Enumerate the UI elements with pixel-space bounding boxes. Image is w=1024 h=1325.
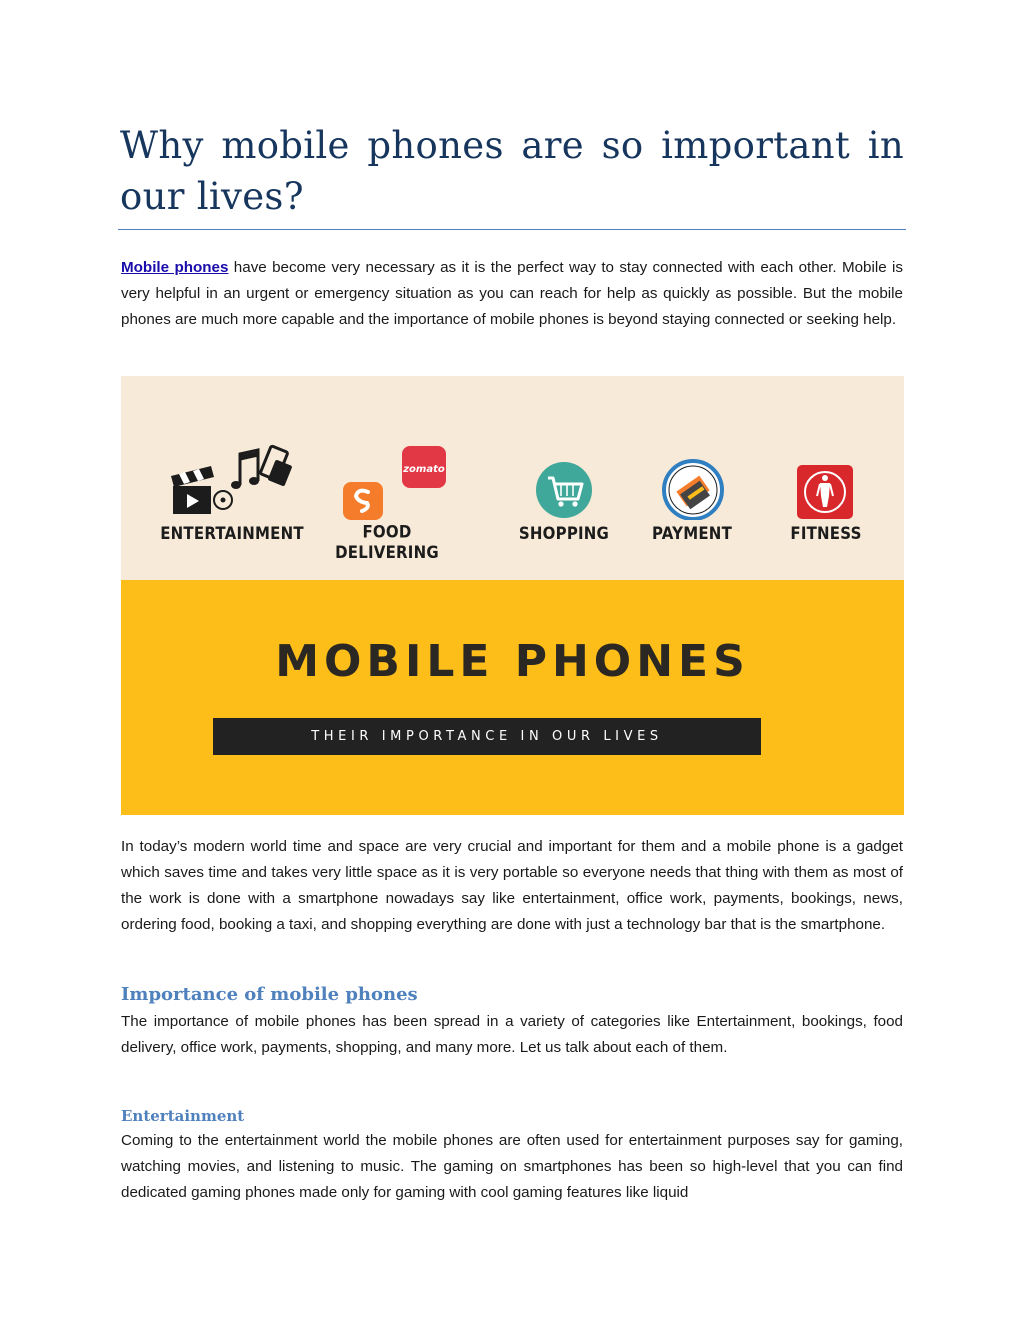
category-label: ENTERTAINMENT — [160, 522, 304, 544]
clapperboard-music-icon — [157, 436, 307, 520]
category-label: FOOD DELIVERING — [335, 521, 439, 563]
section-paragraph: The importance of mobile phones has been spread in a variety of categories like Entertainment, bookings, food delivery, office work, payments, shopping, and many more. Let us talk about each of them. — [121, 1013, 903, 1056]
subsection-paragraph: Coming to the entertainment world the mobile phones are often used for entertainment purposes say for gaming, watching movies, and listening to music. The gaming on smartphones has been so high-level that you can find dedicated gaming phones made only for gaming with cool gaming features like liquid — [121, 1132, 903, 1201]
mobile-phones-link[interactable]: Mobile phones — [121, 259, 229, 276]
intro-paragraph — [121, 255, 903, 333]
category-label: FITNESS — [790, 522, 862, 544]
section-heading: Importance of mobile phones — [121, 984, 418, 1005]
category-label: SHOPPING — [518, 522, 610, 544]
body-paragraph: In today’s modern world time and space are very crucial and important for them and a mobile phone is a gadget which saves time and takes very little space as it is very portable so everyone needs that thing with them as most of the work is done with a smartphone nowadays say like entertainment, office work, payments, bookings, news, ordering food, booking a taxi, and shopping everything are done with just a technology bar that is the smartphone. — [121, 838, 903, 933]
title-underline — [118, 229, 906, 230]
banner-title-area — [121, 580, 904, 815]
payment-wallet-icon — [617, 436, 767, 520]
intro-text: have become very necessary as it is the perfect way to stay connected with each other. Mobile is very helpful in an urgent or emergency situation as you can reach for help as quickly as possible. But the mobile phones are much more capable and the importance of mobile phones is beyond staying connected or seeking help. — [121, 259, 904, 328]
zomato-logo-text: zomato — [403, 464, 445, 475]
page-title: Why mobile phones are so important in our lives? — [120, 124, 904, 218]
category-label: PAYMENT — [651, 522, 732, 544]
food-apps-icon — [312, 436, 462, 520]
subsection-heading: Entertainment — [121, 1107, 245, 1125]
category-food-delivering — [312, 436, 462, 563]
banner-subtitle-strip — [213, 718, 761, 755]
category-payment — [617, 436, 767, 556]
banner-title: MOBILE PHONES — [275, 636, 750, 687]
category-fitness — [751, 436, 901, 556]
banner-subtitle: THEIR IMPORTANCE IN OUR LIVES — [311, 729, 663, 744]
fitness-person-icon — [751, 436, 901, 520]
mobile-phones-banner — [121, 376, 904, 815]
category-entertainment — [157, 436, 307, 556]
